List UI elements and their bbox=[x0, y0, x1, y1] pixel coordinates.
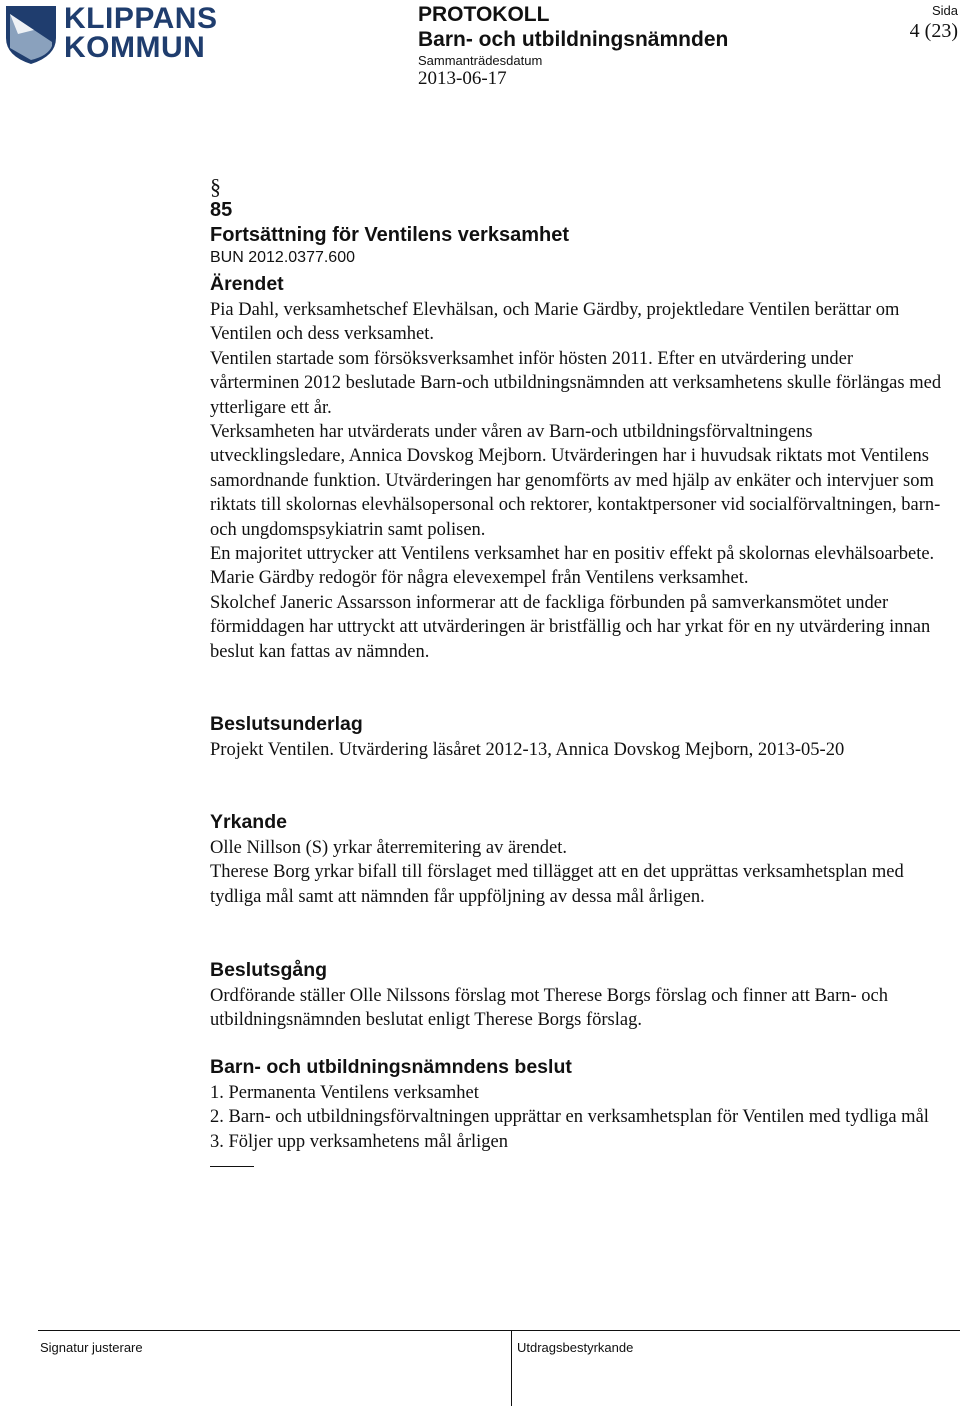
arendet-paragraph: Ventilen startade som försöksverksamhet inför hösten 2011. Efter en utvärdering under vårterminen 2012 beslutade Barn-och utbildningsnämnden att verksamhetens skulle förlängas med ytterligare ett år. bbox=[210, 348, 942, 418]
page-number: 4 (23) bbox=[909, 20, 958, 42]
beslutsunderlag-section bbox=[210, 711, 945, 762]
arendet-paragraph: Pia Dahl, verksamhetschef Elevhälsan, och Marie Gärdby, projektledare Ventilen berättar om Ventilen och dess verksamhet. bbox=[210, 300, 900, 345]
logo-line-2: KOMMUN bbox=[64, 31, 206, 64]
yrkande-heading: Yrkande bbox=[210, 811, 287, 833]
beslutsunderlag-heading: Beslutsunderlag bbox=[210, 713, 363, 735]
arendet-paragraph: Marie Gärdby redogör för några elevexempel från Ventilens verksamhet. bbox=[210, 568, 749, 589]
beslut-section bbox=[210, 1054, 945, 1167]
arendet-paragraph: Skolchef Janeric Assarsson informerar att de fackliga förbunden på samverkansmötet under förmiddagen har uttryckt att utvärderingen är bristfällig och har yrkat för en ny utvärdering innan beslut kan fattas av nämnden. bbox=[210, 592, 931, 662]
case-number: BUN 2012.0377.600 bbox=[210, 249, 355, 266]
document-type: PROTOKOLL bbox=[418, 3, 550, 26]
page-label: Sida bbox=[931, 3, 958, 18]
beslut-item: 2. Barn- och utbildningsförvaltningen upprättar en verksamhetsplan för Ventilen med tydliga mål bbox=[210, 1107, 929, 1128]
signature-label: Signatur justerare bbox=[40, 1340, 143, 1355]
beslut-item: 1. Permanenta Ventilens verksamhet bbox=[210, 1083, 479, 1103]
beslut-item: 3. Följer upp verksamhetens mål årligen bbox=[210, 1131, 508, 1152]
extract-certification-label: Utdragsbestyrkande bbox=[517, 1340, 634, 1355]
beslutsunderlag-paragraph: Projekt Ventilen. Utvärdering läsåret 2012-13, Annica Dovskog Mejborn, 2013-05-20 bbox=[210, 740, 845, 760]
footer-divider-line bbox=[38, 1330, 960, 1331]
yrkande-paragraph: Therese Borg yrkar bifall till förslaget med tillägget att en det upprättas verksamhetsplan med tydliga mål samt att nämnden får uppföljning av dessa mål årligen. bbox=[210, 862, 904, 907]
footer-vertical-divider bbox=[511, 1330, 512, 1406]
arendet-paragraph: En majoritet uttrycker att Ventilens verksamhet har en positiv effekt på skolornas elevhälsoarbete. bbox=[210, 544, 935, 565]
meeting-date-label: Sammanträdesdatum bbox=[418, 53, 543, 68]
section-title: Fortsättning för Ventilens verksamhet bbox=[210, 224, 569, 246]
section-header bbox=[210, 176, 945, 268]
beslutsgang-heading: Beslutsgång bbox=[210, 959, 328, 981]
end-rule bbox=[210, 1166, 254, 1167]
signature-footer bbox=[0, 1330, 960, 1406]
meeting-date: 2013-06-17 bbox=[418, 68, 507, 89]
beslutsgang-paragraph: Ordförande ställer Olle Nilssons förslag mot Therese Borgs förslag och finner att Barn- och utbildningsnämnden beslutat enligt Therese Borgs förslag. bbox=[210, 986, 888, 1031]
coat-of-arms-icon bbox=[4, 4, 58, 66]
arendet-heading: Ärendet bbox=[210, 273, 284, 295]
logo-line-1: KLIPPANS bbox=[64, 2, 218, 35]
committee-name: Barn- och utbildningsnämnden bbox=[418, 28, 729, 51]
beslutsgang-section bbox=[210, 957, 945, 1033]
paragraph-symbol: § bbox=[210, 174, 221, 199]
section-number: 85 bbox=[210, 199, 233, 221]
klippans-kommun-logo bbox=[4, 4, 219, 68]
yrkande-section bbox=[210, 809, 945, 909]
yrkande-paragraph: Olle Nillson (S) yrkar återremitering av ärendet. bbox=[210, 838, 568, 858]
beslut-heading: Barn- och utbildningsnämndens beslut bbox=[210, 1056, 572, 1078]
arendet-section bbox=[210, 271, 945, 664]
arendet-paragraph: Verksamheten har utvärderats under våren av Barn-och utbildningsförvaltningens utvecklingsledare, Annica Dovskog Mejborn. Utvärderingen har i huvudsak riktats mot Ventilens samordnande funktion. Utvärderingen har genomförts av med hjälp av enkäter och intervjuer som riktats till skolornas elevhälsopersonal och rektorer, kontaktpersoner vid socialförvaltningen, barn-och ungdomspsykiatrin samt polisen. bbox=[210, 422, 941, 540]
